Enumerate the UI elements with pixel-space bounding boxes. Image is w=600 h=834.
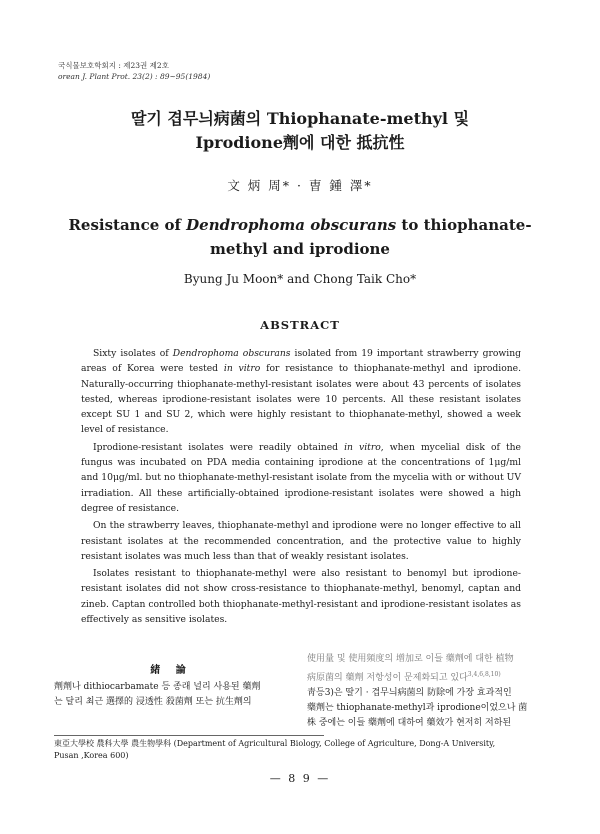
korean-authors: 文 炳 周* · 曺 鍾 澤* [227,178,373,193]
korean-title-line-1: 딸기 겹무늬病菌의 Thiophanate-methyl 및 [130,109,470,128]
abstract-heading: ABSTRACT [260,318,340,332]
right-column-line-1: 使用量 및 使用頻度의 增加로 이들 藥劑에 대한 植物 [307,654,514,664]
english-title-prefix: Resistance of [68,216,187,234]
english-title-species: Dendrophoma obscurans [186,216,397,234]
journal-header-korean: 국식물보호학회지 : 제23권 제2호 [58,61,169,70]
right-column-line-5: 株 중에는 이들 藥劑에 대하여 藥效가 현저히 저하된 [307,718,512,728]
abstract-p1-start: Sixty isolates of [93,348,173,359]
abstract-paragraph-1 [81,346,521,438]
english-authors: Byung Ju Moon* and Chong Taik Cho* [183,272,417,286]
abstract-p1-species: Dendrophoma obscurans [172,348,291,359]
right-column-line-3: 靑등3)은 딸기 · 겹무늬病菌의 防除에 가장 효과적인 [307,688,512,698]
journal-header-english: orean J. Plant Prot. 23(2) : 89~95(1984) [58,72,211,81]
abstract-p1-end: for resistance to thiophanate-methyl and iprodione. Naturally-occurring thiophanate-methyl-resistant isolates were about 43 percents of isolates tested, whereas iprodione-resistant isolates were 10 percents. All these resistant isolates except SU 1 and SU 2, which were highly resistant to thiophanate-methyl, showed a week level of resistance. [81,363,521,436]
footnote-line-2: Pusan ,Korea 600) [54,751,129,760]
korean-title-line-2: Iprodione劑에 대한 抵抗性 [195,133,405,152]
abstract-p2-invitro: in vitro [344,441,381,453]
abstract-body [81,346,521,629]
abstract-paragraph-2 [81,440,521,516]
right-column-line-4: 藥劑는 thiophanate-methyl과 iprodione이었으나 菌 [307,703,528,713]
page-number: — 8 9 — [269,772,331,785]
left-column-line-2: 는 달리 최근 選擇的 浸透性 殺菌劑 또는 抗生劑의 [54,697,252,707]
footnote-rule [54,735,324,736]
abstract-p1-invitro: in vitro [223,363,261,375]
left-column [54,680,288,710]
affiliation-footnote [54,738,554,762]
introduction-heading: 緒 論 [150,665,192,676]
english-title [40,213,560,261]
right-column-line-2-text: 病原菌의 藥劑 저항성이 문제화되고 있다 [307,673,468,683]
abstract-paragraph-4: Isolates resistant to thiophanate-methyl were also resistant to benomyl but iprodione-resistant isolates did not show cross-resistance to thiophanate-methyl, benomyl, captan and zineb. Captan controlled both thiophanate-methyl-resistant and iprodione-resistant isolates as effectively as sensitive isolates. [81,568,521,626]
abstract-p2-start: Iprodione-resistant isolates were readily obtained [93,441,345,453]
right-column-line-2 [307,667,542,686]
abstract-p1-mid: isolated from 19 important strawberry growing areas of Korea were tested [81,348,522,375]
left-column-line-1: 劑劑나 dithiocarbamate 등 종래 널리 사용된 藥劑 [54,682,261,692]
abstract-paragraph-3: On the strawberry leaves, thiophanate-methyl and iprodione were no longer effective to all resistant isolates at the recommended concentration, and the protective value to highly resistant isolates was much less than that of weakly resistant isolates. [81,520,521,562]
english-title-suffix: to thiophanate-methyl and iprodione [210,216,532,258]
right-column-citation: 3,4,6,8,10) [467,671,501,678]
journal-header [58,60,210,82]
footnote-line-1: 東亞大學校 農科大學 農生物學科 (Department of Agricultural Biology, College of Agriculture, Dong-A University, [54,739,496,748]
right-column [307,652,542,731]
abstract-p2-end: , when mycelial disk of the fungus was incubated on PDA media containing iprodione at the concentrations of 1μg/ml and 10μg/ml. but no thiophanate-methyl-resistant isolate from the mycelia with or without UV irradiation. All these artificially-obtained iprodione-resistant isolates were showed a high degree of resistance. [81,441,521,514]
